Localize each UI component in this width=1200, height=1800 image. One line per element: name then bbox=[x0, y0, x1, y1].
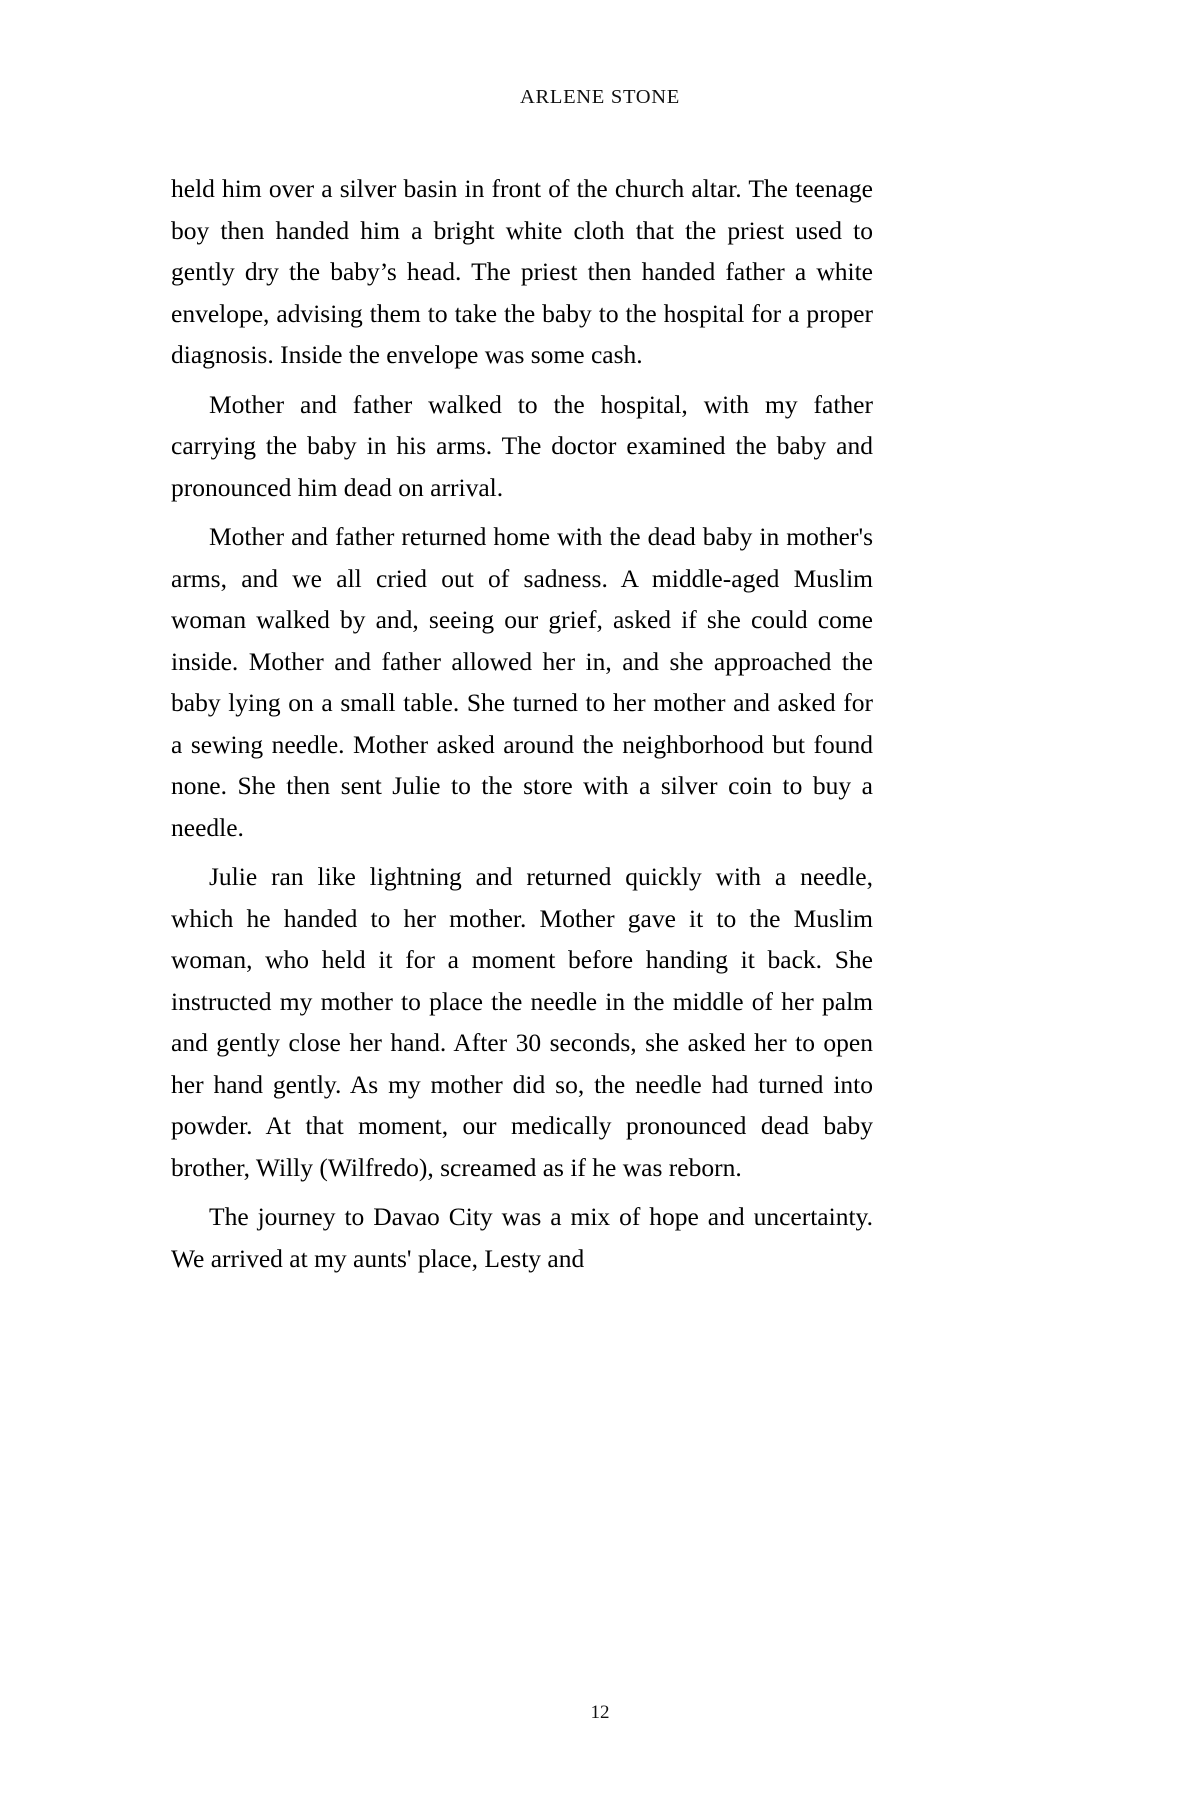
paragraph-return-home: Mother and father returned home with the dead baby in mother's arms, and we all cried out of sadness. A middle-aged Muslim woman walked by and, seeing our grief, asked if she could come inside. Mother and father allowed her in, and she approached the baby lying on a small table. She turned to her mother and asked for a sewing needle. Mother asked around the neighborhood but found none. She then sent Julie to the store with a silver coin to buy a needle. bbox=[171, 522, 873, 842]
paragraph-needle: Julie ran like lightning and returned quickly with a needle, which he handed to her mother. Mother gave it to the Muslim woman, who held it for a moment before handing it back. She instructed my mother to place the needle in the middle of her palm and gently close her hand. After 30 seconds, she asked her to open her hand gently. As my mother did so, the needle had turned into powder. At that moment, our medically pronounced dead baby brother, Willy (Wilfredo), screamed as if he was reborn. bbox=[171, 862, 873, 1182]
running-head: ARLENE STONE bbox=[519, 86, 681, 108]
paragraph-davao: The journey to Davao City was a mix of hope and uncertainty. We arrived at my aunts' place, Lesty and bbox=[171, 1202, 873, 1273]
page-number: 12 bbox=[590, 1702, 610, 1723]
body-text-block bbox=[171, 168, 873, 1279]
paragraph-hospital: Mother and father walked to the hospital, with my father carrying the baby in his arms. The doctor examined the baby and pronounced him dead on arrival. bbox=[171, 389, 873, 502]
paragraph-continuation: held him over a silver basin in front of the church altar. The teenage boy then handed him a bright white cloth that the priest used to gently dry the baby’s head. The priest then handed father a white envelope, advising them to take the baby to the hospital for a proper diagnosis. Inside the envelope was some cash. bbox=[171, 174, 873, 369]
